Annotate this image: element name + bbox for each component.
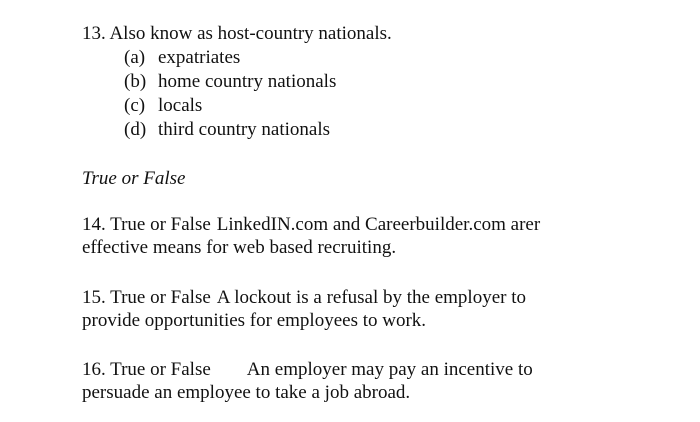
question-14-prefix: 14. True or False — [82, 214, 211, 235]
question-15-line-1 — [82, 286, 607, 309]
option-c — [124, 94, 336, 118]
question-14 — [82, 213, 607, 259]
question-16-text-line-1: An employer may pay an incentive to — [246, 359, 533, 380]
question-16-text-line-2: persuade an employee to take a job abroad. — [82, 382, 411, 403]
question-14-text-line-1: LinkedIN.com and Careerbuilder.com arer — [216, 214, 541, 235]
option-letter: (b) — [124, 71, 147, 92]
option-text: third country nationals — [158, 119, 331, 140]
question-15-text-line-1: A lockout is a refusal by the employer to — [216, 287, 527, 308]
question-15-prefix: 15. True or False — [82, 287, 211, 308]
question-14-line-1 — [82, 213, 607, 236]
question-16 — [82, 358, 607, 404]
option-text: locals — [158, 95, 203, 116]
question-13-options — [124, 46, 336, 142]
question-13-stem: 13. Also know as host-country nationals. — [82, 23, 392, 44]
option-letter: (a) — [124, 47, 146, 68]
option-text: home country nationals — [158, 71, 337, 92]
option-text: expatriates — [158, 47, 241, 68]
section-heading: True or False — [82, 168, 186, 189]
option-b — [124, 70, 336, 94]
option-letter: (d) — [124, 119, 147, 140]
question-16-prefix: 16. True or False — [82, 359, 211, 380]
question-14-text-line-2: effective means for web based recruiting. — [82, 237, 397, 258]
option-letter: (c) — [124, 95, 146, 116]
option-a — [124, 46, 336, 70]
question-15 — [82, 286, 607, 332]
question-15-text-line-2: provide opportunities for employees to work. — [82, 310, 427, 331]
question-16-line-1 — [82, 358, 607, 381]
option-d — [124, 118, 336, 142]
